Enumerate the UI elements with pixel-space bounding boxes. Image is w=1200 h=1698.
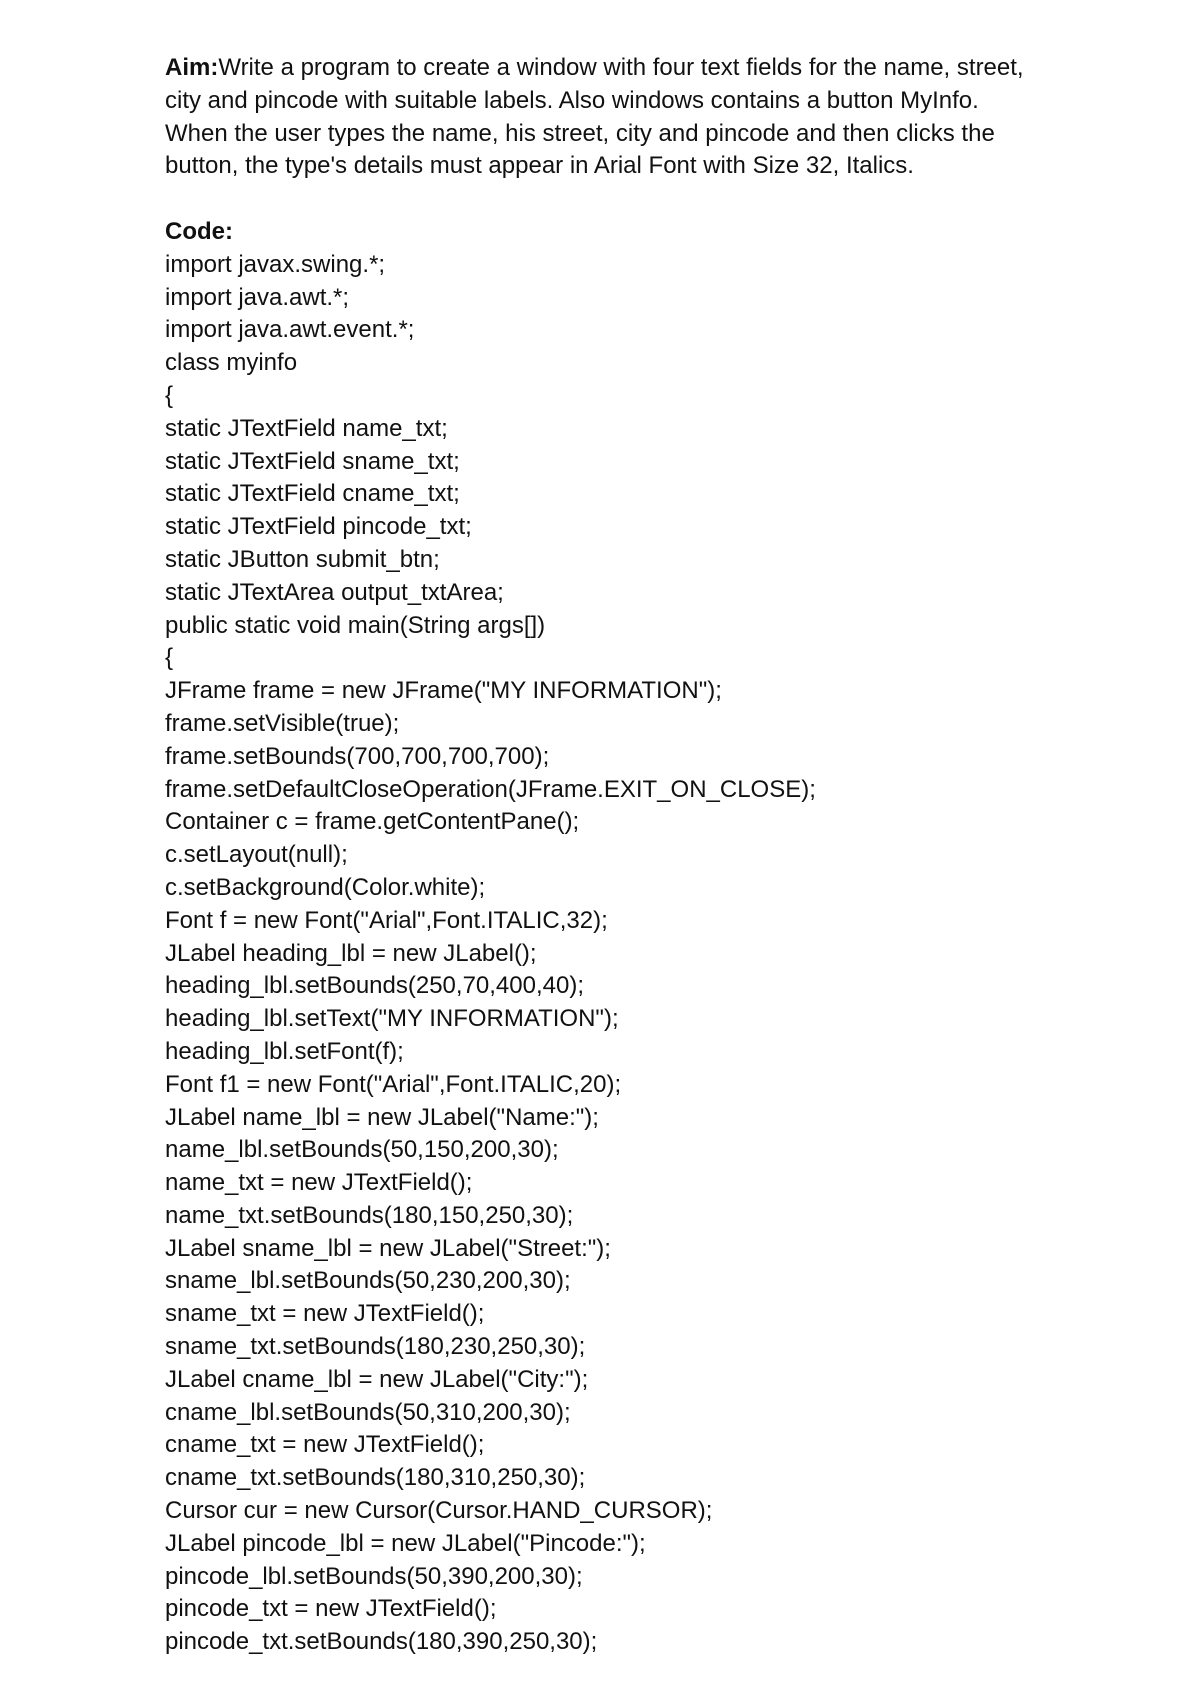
code-line: heading_lbl.setText("MY INFORMATION"); xyxy=(165,1005,619,1033)
code-line: Cursor cur = new Cursor(Cursor.HAND_CURSOR); xyxy=(165,1497,713,1525)
code-line: static JTextArea output_txtArea; xyxy=(165,578,504,606)
code-line: name_txt.setBounds(180,150,250,30); xyxy=(165,1201,574,1229)
code-line: Font f1 = new Font("Arial",Font.ITALIC,20); xyxy=(165,1070,622,1098)
code-line: frame.setVisible(true); xyxy=(165,709,400,737)
document-content xyxy=(165,52,1065,1659)
aim-text: Write a program to create a window with four text fields for the name, street, xyxy=(218,54,1024,81)
aim-label: Aim: xyxy=(165,54,219,81)
code-line: sname_lbl.setBounds(50,230,200,30); xyxy=(165,1267,571,1295)
code-line: Font f = new Font("Arial",Font.ITALIC,32); xyxy=(165,906,608,934)
code-line: cname_txt.setBounds(180,310,250,30); xyxy=(165,1464,586,1492)
code-line: static JTextField sname_txt; xyxy=(165,447,460,475)
code-line: cname_txt = new JTextField(); xyxy=(165,1431,485,1459)
code-line: { xyxy=(165,381,174,409)
code-line: heading_lbl.setBounds(250,70,400,40); xyxy=(165,972,584,1000)
code-line: public static void main(String args[]) xyxy=(165,611,546,639)
code-heading: Code: xyxy=(165,217,233,245)
code-line: frame.setBounds(700,700,700,700); xyxy=(165,742,550,770)
code-line: Container c = frame.getContentPane(); xyxy=(165,808,580,836)
aim-paragraph xyxy=(165,52,1065,183)
code-line: static JButton submit_btn; xyxy=(165,545,440,573)
code-line: frame.setDefaultCloseOperation(JFrame.EXIT_ON_CLOSE); xyxy=(165,775,816,803)
code-line: import java.awt.event.*; xyxy=(165,316,415,344)
code-line: { xyxy=(165,644,174,672)
aim-line xyxy=(165,52,1065,85)
code-line: c.setBackground(Color.white); xyxy=(165,873,486,901)
code-line: name_lbl.setBounds(50,150,200,30); xyxy=(165,1136,559,1164)
code-line: pincode_txt.setBounds(180,390,250,30); xyxy=(165,1628,598,1656)
aim-line: When the user types the name, his street, city and pincode and then clicks the xyxy=(165,119,995,147)
code-line: heading_lbl.setFont(f); xyxy=(165,1037,404,1065)
aim-line: button, the type's details must appear in Arial Font with Size 32, Italics. xyxy=(165,152,914,180)
code-line: JLabel cname_lbl = new JLabel("City:"); xyxy=(165,1365,589,1393)
aim-line: city and pincode with suitable labels. Also windows contains a button MyInfo. xyxy=(165,86,979,114)
code-line: JFrame frame = new JFrame("MY INFORMATION"); xyxy=(165,677,722,705)
code-line: sname_txt = new JTextField(); xyxy=(165,1300,485,1328)
code-line: static JTextField name_txt; xyxy=(165,414,448,442)
code-line: class myinfo xyxy=(165,349,298,377)
code-line: pincode_lbl.setBounds(50,390,200,30); xyxy=(165,1562,583,1590)
code-line: cname_lbl.setBounds(50,310,200,30); xyxy=(165,1398,571,1426)
code-line: JLabel name_lbl = new JLabel("Name:"); xyxy=(165,1103,599,1131)
code-line: static JTextField cname_txt; xyxy=(165,480,460,508)
code-line: JLabel heading_lbl = new JLabel(); xyxy=(165,939,537,967)
code-line: c.setLayout(null); xyxy=(165,841,348,869)
code-line: static JTextField pincode_txt; xyxy=(165,513,472,541)
code-line: pincode_txt = new JTextField(); xyxy=(165,1595,497,1623)
code-line: sname_txt.setBounds(180,230,250,30); xyxy=(165,1333,586,1361)
code-line: import javax.swing.*; xyxy=(165,250,386,278)
code-line: JLabel sname_lbl = new JLabel("Street:"); xyxy=(165,1234,611,1262)
code-line: JLabel pincode_lbl = new JLabel("Pincode:"); xyxy=(165,1529,646,1557)
code-block xyxy=(165,249,1065,1659)
code-line: name_txt = new JTextField(); xyxy=(165,1169,473,1197)
code-line: import java.awt.*; xyxy=(165,283,350,311)
